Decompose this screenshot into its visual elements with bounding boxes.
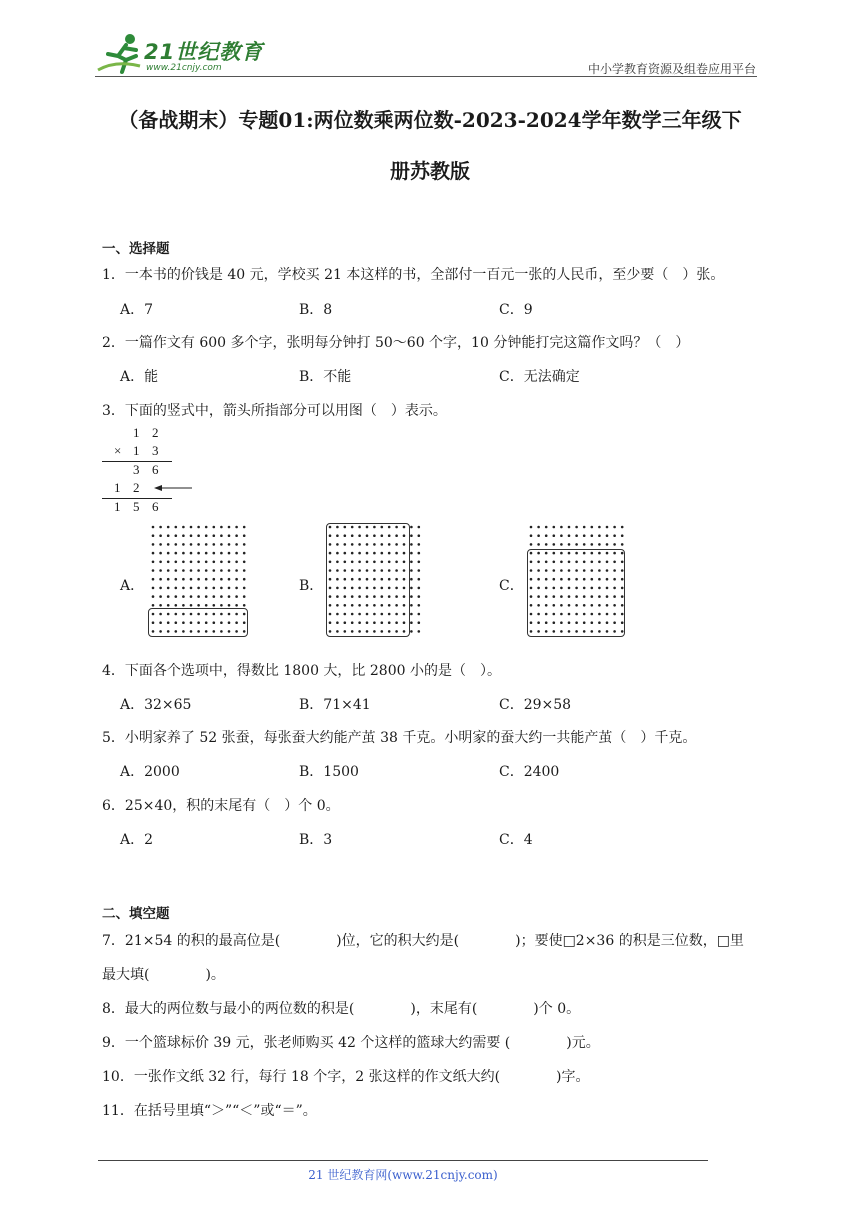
grid-dot <box>243 543 246 546</box>
grid-dot <box>175 587 178 590</box>
calc-r3-d2: 6 <box>152 462 159 477</box>
grid-dot <box>235 534 238 537</box>
grid-dot <box>220 552 223 555</box>
grid-dot <box>197 534 200 537</box>
grid-dot <box>598 534 601 537</box>
grid-dot <box>598 526 601 529</box>
q5-option-c[interactable]: C．2400 <box>499 764 560 780</box>
grid-dot <box>545 543 548 546</box>
logo-text: 21世纪教育 <box>144 40 264 64</box>
q4-option-a[interactable]: A．32×65 <box>120 697 192 713</box>
grid-dot <box>205 552 208 555</box>
grid-dot <box>575 534 578 537</box>
grid-dot <box>606 534 609 537</box>
grid-dot <box>175 561 178 564</box>
grid-dot <box>175 526 178 529</box>
grid-dot <box>575 526 578 529</box>
dot-grid-c[interactable] <box>526 522 628 638</box>
grid-dot <box>175 595 178 598</box>
calc-r5-d2: 5 <box>133 499 140 514</box>
grid-dot <box>175 578 178 581</box>
q5-option-a[interactable]: A．2000 <box>120 764 180 780</box>
grid-dot <box>560 526 563 529</box>
grid-dot <box>213 595 216 598</box>
grid-dot <box>182 561 185 564</box>
grid-dot <box>190 604 193 607</box>
grid-dot <box>167 552 170 555</box>
q6-option-c[interactable]: C．4 <box>499 832 533 848</box>
grid-dot <box>175 543 178 546</box>
grid-dot <box>568 534 571 537</box>
grid-dot <box>159 552 162 555</box>
grid-dot <box>197 578 200 581</box>
grid-dot <box>575 543 578 546</box>
grid-dot <box>159 578 162 581</box>
grid-dot <box>418 613 421 616</box>
grid-dot <box>418 543 421 546</box>
grid-dot <box>182 526 185 529</box>
grid-dot <box>560 543 563 546</box>
grid-dot <box>243 534 246 537</box>
grid-dot <box>190 561 193 564</box>
grid-dot <box>537 526 540 529</box>
grid-dot <box>583 534 586 537</box>
grid-dot <box>205 543 208 546</box>
grid-dot <box>159 526 162 529</box>
q3-option-a[interactable]: A． <box>120 578 145 594</box>
q1-option-a[interactable]: A．7 <box>120 302 154 318</box>
grid-dot <box>410 561 413 564</box>
q1-option-c[interactable]: C．9 <box>499 302 533 318</box>
grid-dot <box>213 587 216 590</box>
grid-dot <box>418 552 421 555</box>
grid-dot <box>152 534 155 537</box>
grid-dot <box>613 534 616 537</box>
grid-dot <box>418 561 421 564</box>
dot-grid-a[interactable] <box>148 522 250 638</box>
grid-dot <box>182 534 185 537</box>
grid-dot <box>235 587 238 590</box>
grid-dot <box>235 543 238 546</box>
grid-dot <box>410 613 413 616</box>
grid-dot <box>190 587 193 590</box>
grid-dot <box>530 543 533 546</box>
question-1: 1．一本书的价钱是 40 元，学校买 21 本这样的书，全部付一百元一张的人民币，至少要（ ）张。 <box>102 267 725 283</box>
grid-dot <box>418 587 421 590</box>
grid-dot <box>167 587 170 590</box>
grid-dot <box>228 543 231 546</box>
grid-dot <box>159 534 162 537</box>
grid-dot <box>410 621 413 624</box>
grid-dot <box>152 526 155 529</box>
grid-dot <box>205 534 208 537</box>
grid-dot <box>159 569 162 572</box>
grid-dot <box>560 534 563 537</box>
grid-dot <box>228 561 231 564</box>
grid-dot <box>182 604 185 607</box>
dot-grid-b[interactable] <box>324 522 426 638</box>
calc-r4-d2: 2 <box>133 480 140 495</box>
grid-dot <box>220 543 223 546</box>
question-6: 6．25×40，积的末尾有（ ）个 0。 <box>102 798 340 814</box>
grid-dot <box>213 543 216 546</box>
grid-dot <box>167 561 170 564</box>
grid-dot <box>152 578 155 581</box>
grid-dot <box>220 526 223 529</box>
q3-option-b[interactable]: B． <box>299 578 324 594</box>
grid-dot <box>220 561 223 564</box>
grid-dot <box>197 587 200 590</box>
grid-dot <box>205 526 208 529</box>
footer-text: 21 世纪教育网(www.21cnjy.com) <box>308 1168 498 1182</box>
grid-dot <box>418 569 421 572</box>
grid-dot <box>159 561 162 564</box>
q2-option-a[interactable]: A．能 <box>120 369 159 385</box>
grid-dot <box>197 526 200 529</box>
grid-dot <box>418 534 421 537</box>
grid-dot <box>190 552 193 555</box>
grid-dot <box>418 578 421 581</box>
grid-dot <box>553 534 556 537</box>
grid-dot <box>235 604 238 607</box>
grid-dot <box>205 561 208 564</box>
platform-label: 中小学教育资源及组卷应用平台 <box>587 62 756 76</box>
grid-dot <box>410 604 413 607</box>
grid-dot <box>175 534 178 537</box>
grid-dot <box>159 543 162 546</box>
grid-dot <box>220 569 223 572</box>
grid-dot <box>190 578 193 581</box>
grid-dot <box>152 561 155 564</box>
grid-dot <box>243 569 246 572</box>
grid-dot <box>228 578 231 581</box>
section-heading-choice: 一、选择题 <box>102 241 170 257</box>
grid-dot <box>228 595 231 598</box>
grid-dot <box>228 587 231 590</box>
calc-r3-d1: 3 <box>133 462 140 477</box>
grid-dot <box>418 604 421 607</box>
question-3: 3．下面的竖式中，箭头所指部分可以用图（ ）表示。 <box>102 403 447 419</box>
grid-dot <box>235 569 238 572</box>
grid-dot <box>530 534 533 537</box>
grid-dot <box>167 604 170 607</box>
grid-dot <box>410 526 413 529</box>
grid-dot <box>167 526 170 529</box>
grid-dot <box>235 578 238 581</box>
grid-dot <box>190 543 193 546</box>
grid-dot <box>220 534 223 537</box>
grid-dot <box>228 552 231 555</box>
grid-dot <box>606 526 609 529</box>
grid-dot <box>190 569 193 572</box>
grid-dot <box>235 552 238 555</box>
grid-dot <box>152 595 155 598</box>
grid-dot <box>159 587 162 590</box>
grid-dot <box>568 543 571 546</box>
q6-option-b[interactable]: B．3 <box>299 832 333 848</box>
grid-dot <box>167 534 170 537</box>
footer-divider <box>98 1160 708 1161</box>
grid-dot <box>545 534 548 537</box>
header-divider <box>95 76 757 77</box>
grid-dot <box>418 526 421 529</box>
grid-dot <box>205 604 208 607</box>
grid-dot <box>205 578 208 581</box>
grid-dot <box>545 526 548 529</box>
grid-dot <box>621 526 624 529</box>
grid-dot <box>228 569 231 572</box>
pointing-arrow-icon <box>154 483 194 493</box>
grid-dot <box>621 543 624 546</box>
grid-dot <box>182 552 185 555</box>
calc-r2-d1: 1 <box>133 443 140 458</box>
grid-dot <box>213 569 216 572</box>
dot-grid-a-highlight <box>148 608 248 637</box>
grid-dot <box>197 552 200 555</box>
grid-dot <box>235 595 238 598</box>
grid-dot <box>213 534 216 537</box>
grid-dot <box>553 543 556 546</box>
grid-dot <box>159 595 162 598</box>
grid-dot <box>175 569 178 572</box>
grid-dot <box>197 561 200 564</box>
grid-dot <box>537 534 540 537</box>
grid-dot <box>410 543 413 546</box>
header-logo <box>96 30 266 78</box>
title-line-1: （备战期末）专题01:两位数乘两位数-2023-2024学年数学三年级下 <box>118 108 742 132</box>
dot-grid-c-highlight <box>527 549 625 637</box>
question-7-line-2: 最大填( )。 <box>102 967 225 983</box>
grid-dot <box>243 604 246 607</box>
grid-dot <box>182 587 185 590</box>
grid-dot <box>235 561 238 564</box>
question-10: 10．一张作文纸 32 行，每行 18 个字，2 张这样的作文纸大约( )字。 <box>102 1069 590 1085</box>
grid-dot <box>167 578 170 581</box>
calc-r1-d1: 1 <box>133 425 140 440</box>
grid-dot <box>152 604 155 607</box>
grid-dot <box>190 526 193 529</box>
grid-dot <box>418 630 421 633</box>
calc-r2-d2: 3 <box>152 443 159 458</box>
q3-option-c[interactable]: C． <box>499 578 524 594</box>
grid-dot <box>410 630 413 633</box>
calc-r4-d1: 1 <box>114 480 121 495</box>
grid-dot <box>243 526 246 529</box>
grid-dot <box>190 595 193 598</box>
grid-dot <box>152 552 155 555</box>
grid-dot <box>167 595 170 598</box>
grid-dot <box>583 526 586 529</box>
grid-dot <box>220 604 223 607</box>
grid-dot <box>152 543 155 546</box>
grid-dot <box>591 534 594 537</box>
grid-dot <box>152 569 155 572</box>
question-2: 2．一篇作文有 600 多个字，张明每分钟打 50～60 个字，10 分钟能打完这篇作文吗？（ ） <box>102 335 690 351</box>
grid-dot <box>228 526 231 529</box>
grid-dot <box>243 587 246 590</box>
q4-option-b[interactable]: B．71×41 <box>299 697 371 713</box>
grid-dot <box>243 595 246 598</box>
calc-r5-d3: 6 <box>152 499 159 514</box>
question-11: 11．在括号里填“＞”“＜”或“＝”。 <box>102 1103 317 1119</box>
grid-dot <box>410 534 413 537</box>
calc-times-sign: × <box>114 443 122 458</box>
page-title <box>0 108 860 132</box>
grid-dot <box>182 578 185 581</box>
grid-dot <box>553 526 556 529</box>
grid-dot <box>418 595 421 598</box>
grid-dot <box>410 595 413 598</box>
grid-dot <box>182 595 185 598</box>
grid-dot <box>213 561 216 564</box>
grid-dot <box>197 595 200 598</box>
grid-dot <box>182 543 185 546</box>
grid-dot <box>591 543 594 546</box>
question-7-line-1: 7．21×54 的积的最高位是( )位，它的积大约是( )；要使□2×36 的积是三位数，□里 <box>102 933 744 949</box>
grid-dot <box>213 578 216 581</box>
grid-dot <box>568 526 571 529</box>
calc-r1-d2: 2 <box>152 425 159 440</box>
dot-grid-b-highlight <box>326 523 410 637</box>
grid-dot <box>213 604 216 607</box>
grid-dot <box>167 569 170 572</box>
logo-url: www.21cnjy.com <box>146 63 222 73</box>
grid-dot <box>537 543 540 546</box>
grid-dot <box>182 569 185 572</box>
grid-dot <box>228 534 231 537</box>
grid-dot <box>410 578 413 581</box>
grid-dot <box>175 552 178 555</box>
grid-dot <box>220 595 223 598</box>
grid-dot <box>197 543 200 546</box>
grid-dot <box>190 534 193 537</box>
grid-dot <box>530 526 533 529</box>
grid-dot <box>621 534 624 537</box>
question-5: 5．小明家养了 52 张蚕，每张蚕大约能产茧 38 千克。小明家的蚕大约一共能产茧（ ）千克。 <box>102 730 697 746</box>
grid-dot <box>418 621 421 624</box>
section-heading-fill: 二、填空题 <box>102 906 170 922</box>
grid-dot <box>220 578 223 581</box>
grid-dot <box>591 526 594 529</box>
grid-dot <box>213 526 216 529</box>
grid-dot <box>613 526 616 529</box>
grid-dot <box>167 543 170 546</box>
grid-dot <box>410 569 413 572</box>
grid-dot <box>152 587 155 590</box>
grid-dot <box>410 587 413 590</box>
grid-dot <box>598 543 601 546</box>
grid-dot <box>205 569 208 572</box>
question-4: 4．下面各个选项中，得数比 1800 大，比 2800 小的是（ ）。 <box>102 663 501 679</box>
page-title-line-2: 册苏教版 <box>390 159 470 183</box>
grid-dot <box>220 587 223 590</box>
question-8: 8．最大的两位数与最小的两位数的积是( )，末尾有( )个 0。 <box>102 1001 581 1017</box>
grid-dot <box>410 552 413 555</box>
grid-dot <box>197 569 200 572</box>
grid-dot <box>235 526 238 529</box>
q2-option-b[interactable]: B．不能 <box>299 369 352 385</box>
grid-dot <box>243 552 246 555</box>
grid-dot <box>228 604 231 607</box>
grid-dot <box>243 578 246 581</box>
grid-dot <box>243 561 246 564</box>
question-9: 9．一个篮球标价 39 元，张老师购买 42 个这样的篮球大约需要 ( )元。 <box>102 1035 600 1051</box>
grid-dot <box>213 552 216 555</box>
grid-dot <box>175 604 178 607</box>
q6-option-a[interactable]: A．2 <box>120 832 154 848</box>
grid-dot <box>613 543 616 546</box>
grid-dot <box>205 595 208 598</box>
q2-option-c[interactable]: C．无法确定 <box>499 369 580 385</box>
grid-dot <box>606 543 609 546</box>
calc-r5-d1: 1 <box>114 499 121 514</box>
grid-dot <box>205 587 208 590</box>
q5-option-b[interactable]: B．1500 <box>299 764 359 780</box>
q4-option-c[interactable]: C．29×58 <box>499 697 572 713</box>
grid-dot <box>583 543 586 546</box>
grid-dot <box>159 604 162 607</box>
grid-dot <box>197 604 200 607</box>
q1-option-b[interactable]: B．8 <box>299 302 333 318</box>
vertical-calculation <box>100 425 195 517</box>
